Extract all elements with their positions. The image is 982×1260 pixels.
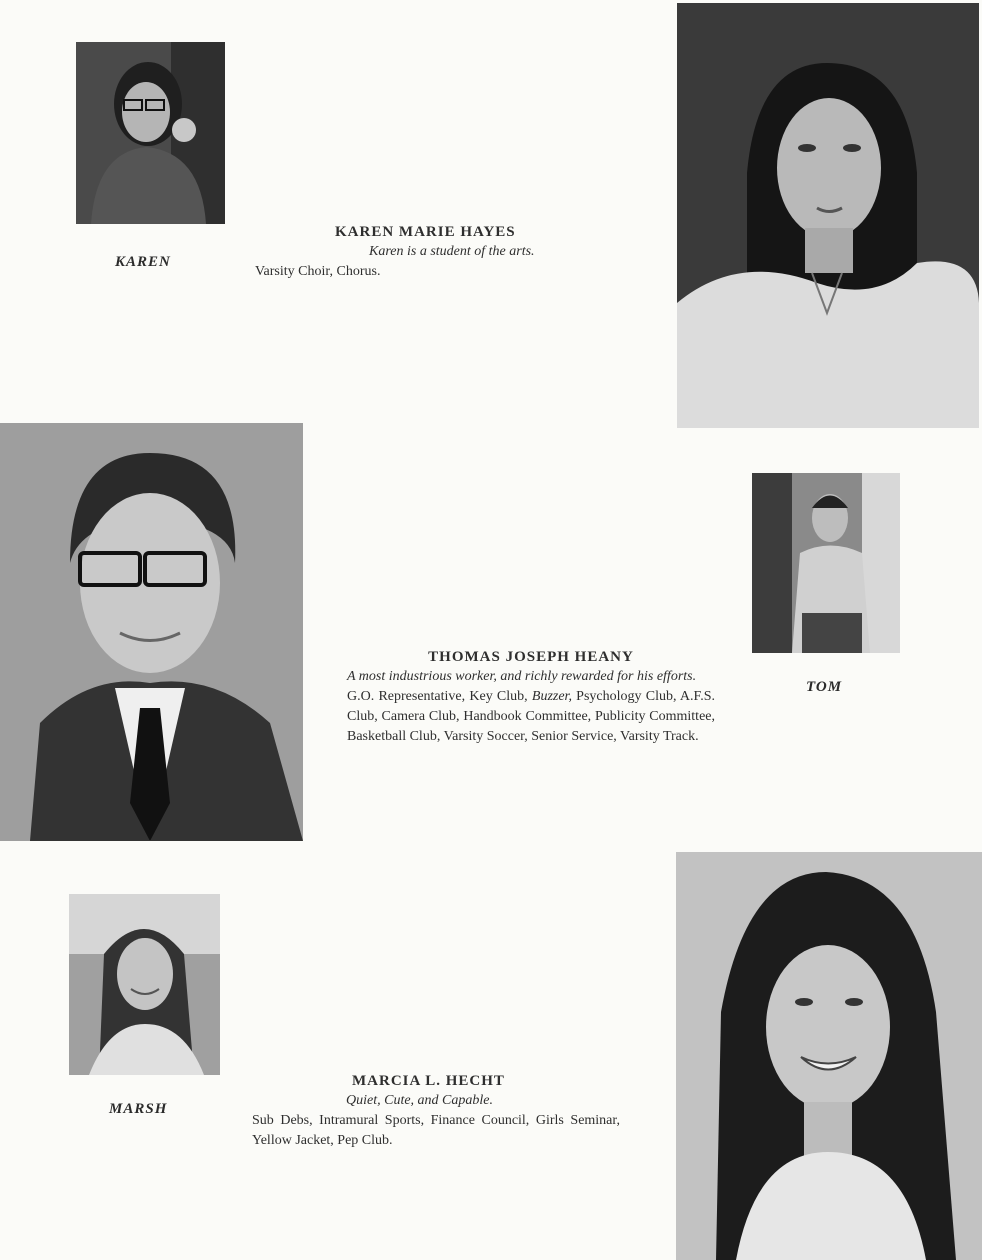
karen-candid-photo (76, 42, 225, 224)
tom-entry (347, 647, 715, 747)
karen-nickname: KAREN (115, 254, 171, 270)
tom-activities-buzzer: Buzzer, (531, 689, 572, 704)
tom-activities-part-1: G.O. Representative, Key Club, (347, 689, 532, 704)
karen-activities: Varsity Choir, Chorus. (255, 264, 381, 279)
marsh-nickname: MARSH (109, 1101, 168, 1117)
marsh-activities: Sub Debs, Intramural Sports, Finance Council, Girls Seminar, Yellow Jacket, Pep Club. (252, 1113, 620, 1148)
marsh-candid-photo (69, 894, 220, 1075)
marsh-motto: Quiet, Cute, and Capable. (346, 1093, 493, 1108)
marsh-full-name: MARCIA L. HECHT (352, 1073, 505, 1089)
tom-activities-part-2: Psychology Club, A.F.S. Club, Camera Club, Handbook Committee, Publicity Committee, Basketball Club, Varsity Soccer, Senior Service, Varsity Track. (347, 689, 715, 744)
karen-motto: Karen is a student of the arts. (369, 244, 535, 259)
marsh-portrait-photo (676, 852, 982, 1260)
karen-entry (255, 222, 545, 282)
tom-activities (347, 687, 715, 747)
tom-candid-photo (752, 473, 900, 653)
marsh-entry (252, 1071, 620, 1151)
karen-portrait-photo (677, 3, 979, 428)
karen-full-name: KAREN MARIE HAYES (335, 224, 516, 240)
tom-nickname: TOM (806, 679, 843, 695)
tom-full-name: THOMAS JOSEPH HEANY (428, 649, 634, 665)
tom-portrait-photo (0, 423, 303, 841)
tom-motto: A most industrious worker, and richly rewarded for his efforts. (347, 669, 697, 684)
